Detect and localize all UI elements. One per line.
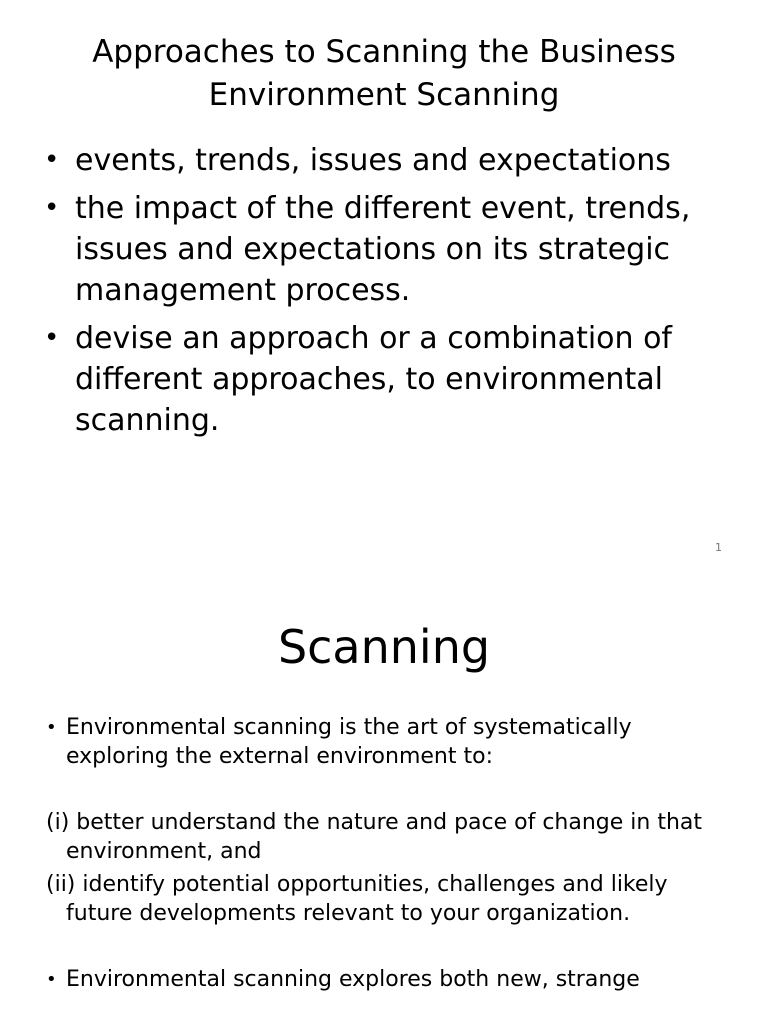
slide-1-bullet-list <box>44 140 734 448</box>
slide-2 <box>0 576 768 1024</box>
list-item <box>44 188 734 311</box>
numbered-item-2: (ii) identify potential opportunities, challenges and likely future developments relevant to your organization. <box>46 872 668 926</box>
slide-2-body <box>46 713 732 994</box>
bullet-icon: • <box>44 323 60 353</box>
intro-bullet <box>46 713 732 771</box>
bullet-icon: • <box>44 145 60 175</box>
closing-bullet-text: Environmental scanning explores both new, strange <box>66 967 640 992</box>
numbered-item-1: (i) better understand the nature and pace of change in that environment, and <box>46 810 703 864</box>
bullet-icon: • <box>46 717 57 738</box>
bullet-icon: • <box>44 193 60 223</box>
list-item <box>44 318 734 441</box>
list-item <box>44 140 734 181</box>
bullet-text: events, trends, issues and expectations <box>75 143 671 178</box>
closing-bullet <box>46 965 732 994</box>
page-number: 1 <box>715 541 722 554</box>
bullet-text: the impact of the different event, trends, issues and expectations on its strategic management process. <box>75 191 691 308</box>
intro-bullet-text: Environmental scanning is the art of systematically exploring the external environment to: <box>66 715 632 769</box>
bullet-icon: • <box>46 969 57 990</box>
slide-1-title: Approaches to Scanning the Business Environment Scanning <box>92 34 676 113</box>
slide-2-title: Scanning <box>277 620 491 674</box>
bullet-text: devise an approach or a combination of different approaches, to environmental scanning. <box>75 321 672 438</box>
